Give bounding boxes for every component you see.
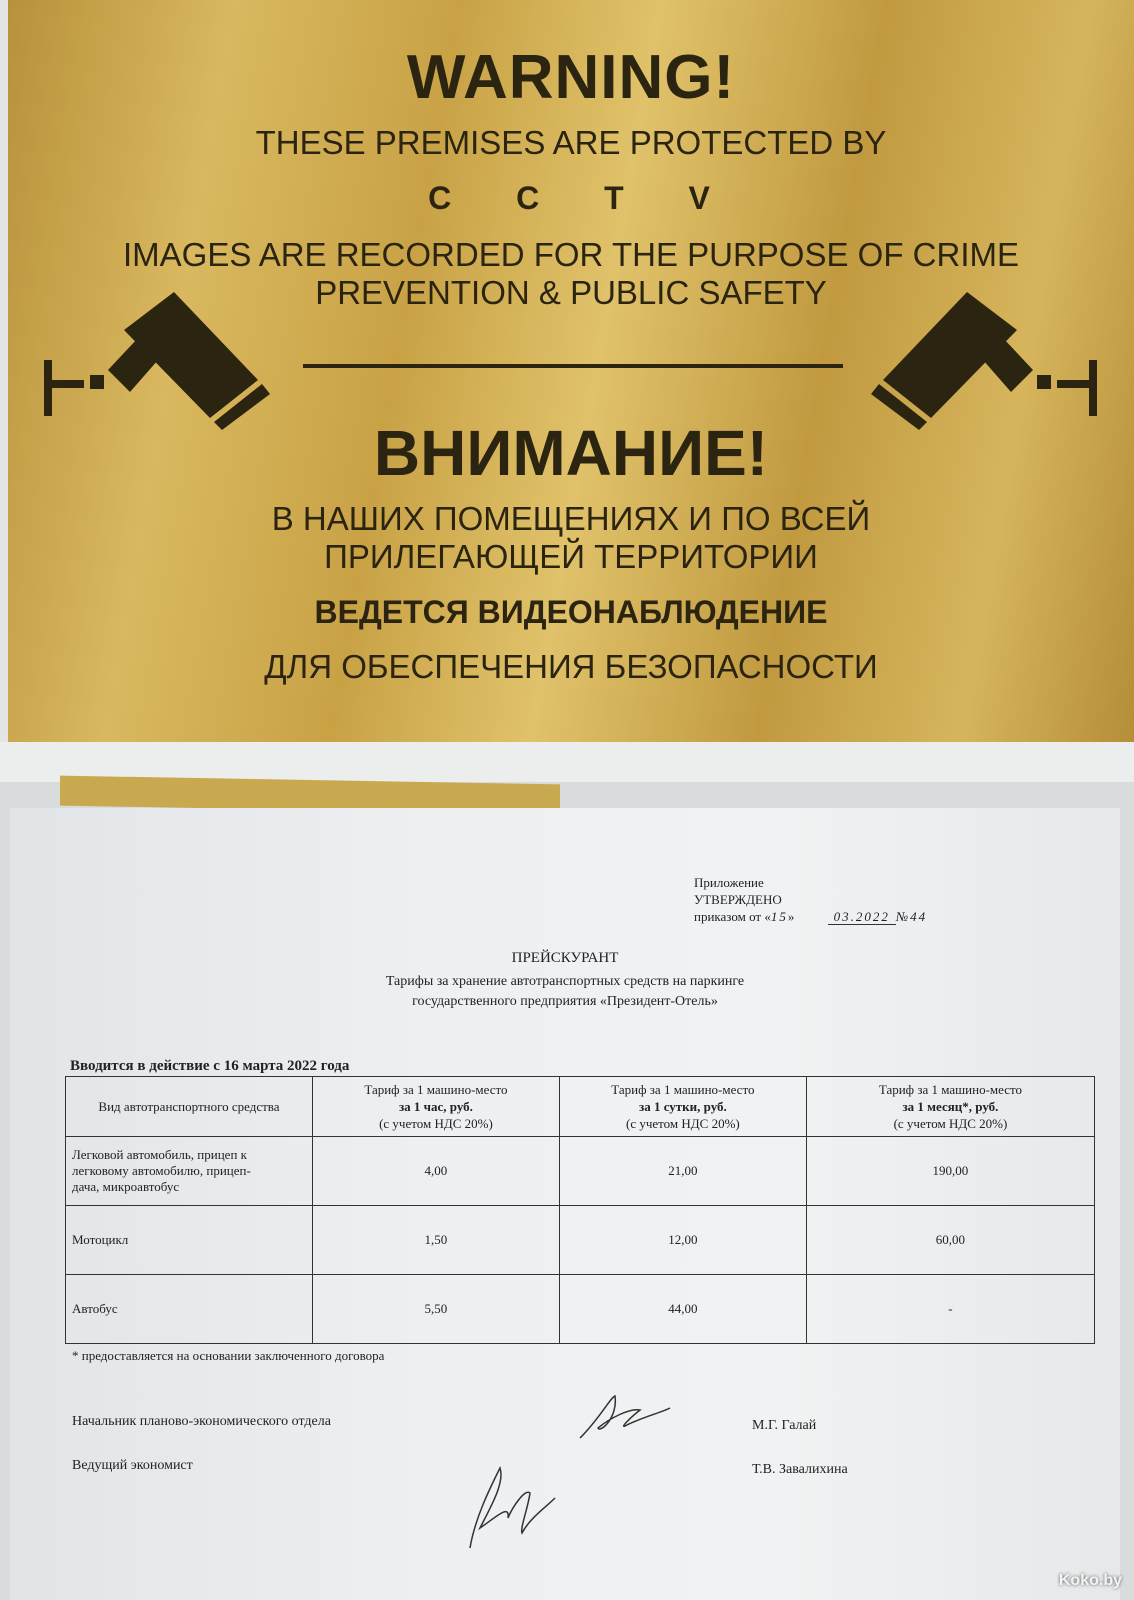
table-cell: 5,50 [312, 1275, 559, 1344]
document-subtitle-1: Тарифы за хранение автотранспортных средств на паркинге [385, 974, 745, 989]
signatory-1: М.Г. Галай [752, 1418, 817, 1433]
table-header: Тариф за 1 машино-место за 1 час, руб. (с учетом НДС 20%) [312, 1077, 559, 1137]
signature-2 [450, 1448, 570, 1558]
table-cell: 190,00 [806, 1137, 1094, 1206]
frame-strip [0, 742, 1134, 782]
table-cell: Легковой автомобиль, прицеп к легковому автомобилю, прицеп- дача, микроавтобус [66, 1137, 313, 1206]
table-cell: 1,50 [312, 1206, 559, 1275]
warning-title: WARNING! [406, 43, 736, 112]
sign-divider [303, 364, 843, 368]
document-title: ПРЕЙСКУРАНТ [511, 950, 619, 966]
table-cell: 44,00 [559, 1275, 806, 1344]
table-cell: - [806, 1275, 1094, 1344]
table-header: Вид автотранспортного средства [66, 1077, 313, 1137]
table-cell: 12,00 [559, 1206, 806, 1275]
warning-line-3: IMAGES ARE RECORDED FOR THE PURPOSE OF CRIME [122, 236, 1019, 273]
table-header-row [66, 1077, 1095, 1137]
table-cell: Мотоцикл [66, 1206, 313, 1275]
ru-line-3: ВЕДЕТСЯ ВИДЕОНАБЛЮДЕНИЕ [314, 594, 828, 630]
warning-line-4: PREVENTION & PUBLIC SAFETY [315, 274, 827, 311]
document-subtitle-2: государственного предприятия «Президент-Отель» [412, 994, 718, 1009]
table-cell: 4,00 [312, 1137, 559, 1206]
position-2: Ведущий экономист [72, 1458, 193, 1473]
ru-line-2: ПРИЛЕГАЮЩЕЙ ТЕРРИТОРИИ [324, 538, 818, 575]
warning-line-1: THESE PREMISES ARE PROTECTED BY [255, 124, 887, 161]
approval-block: Приложение УТВЕРЖДЕНО приказом от «15» 03.2022 №44 [694, 875, 928, 924]
table-header: Тариф за 1 машино-место за 1 сутки, руб. (с учетом НДС 20%) [559, 1077, 806, 1137]
table-row [66, 1275, 1095, 1344]
position-1: Начальник планово-экономического отдела [72, 1414, 331, 1429]
ru-line-4: ДЛЯ ОБЕСПЕЧЕНИЯ БЕЗОПАСНОСТИ [264, 648, 878, 685]
table-row [66, 1137, 1095, 1206]
effective-date: Вводится в действие с 16 марта 2022 года [70, 1058, 350, 1074]
table-cell: Автобус [66, 1275, 313, 1344]
table-row [66, 1206, 1095, 1275]
ru-line-1: В НАШИХ ПОМЕЩЕНИЯХ И ПО ВСЕЙ [271, 500, 871, 537]
table-header: Тариф за 1 машино-место за 1 месяц*, руб. (с учетом НДС 20%) [806, 1077, 1094, 1137]
price-list-document [10, 808, 1120, 1600]
tariff-table [65, 1076, 1095, 1344]
table-cell: 60,00 [806, 1206, 1094, 1275]
vnimanie-title: ВНИМАНИЕ! [373, 417, 769, 489]
table-cell: 21,00 [559, 1137, 806, 1206]
signature-1 [570, 1388, 680, 1448]
signatory-2: Т.В. Завалихина [752, 1462, 848, 1477]
footnote: * предоставляется на основании заключенного договора [72, 1348, 385, 1363]
warning-cctv: C C T V [428, 180, 738, 216]
cctv-warning-sign [8, 0, 1134, 742]
watermark: Koko.by [1058, 1572, 1122, 1589]
